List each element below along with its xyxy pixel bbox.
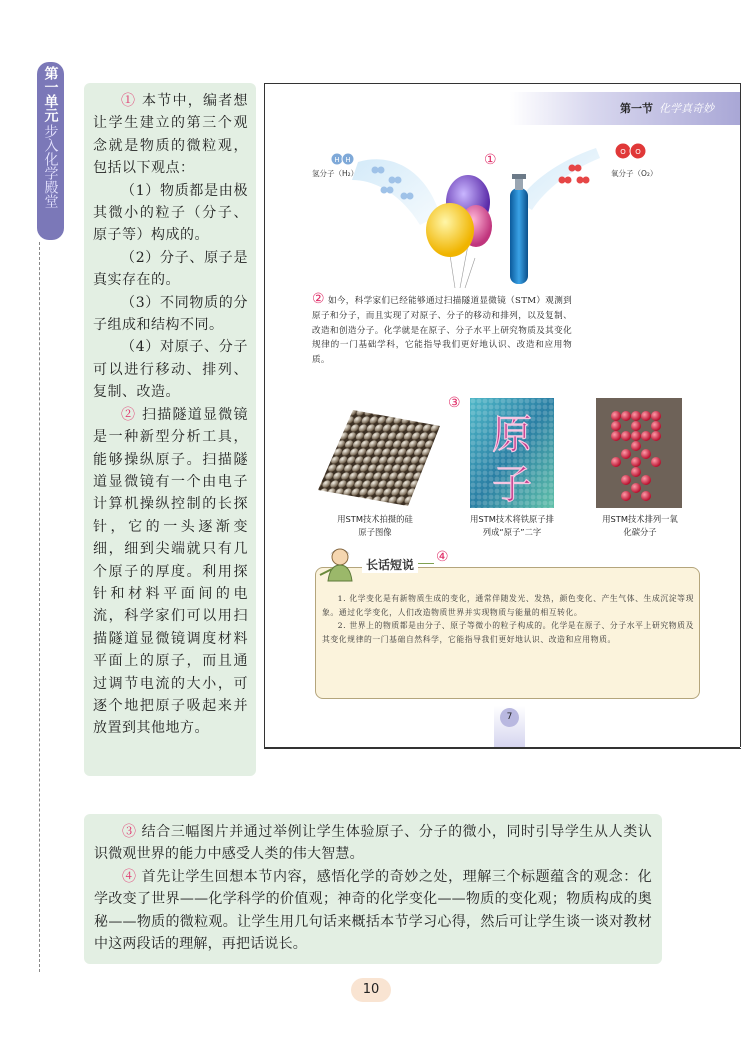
summary-paragraph: 2. 世界上的物质都是由分子、原子等微小的粒子构成的。化学是在原子、分子水平上研究物质及其变化规律的一门基础自然科学，它能指导我们更好地认识、改造和应用物质。 [322, 621, 694, 645]
section-title: 化学真奇妙 [659, 102, 714, 115]
page-edge [740, 83, 741, 747]
note-paragraph: ④ 首先让学生回想本节内容，感悟化学的奇妙之处，理解三个标题蕴含的观念：化学改变了世界——化学科学的价值观；神奇的化学变化——物质的变化观；物质构成的奥秘——物质的微粒观。让学生用几句话来概括本节学习心得，然后可让学生谈一谈对教材中这两段话的理解，再把话说长。 [94, 868, 652, 953]
svg-text:子: 子 [492, 462, 532, 508]
note-paragraph: （3）不同物质的分子组成和结构不同。 [93, 294, 248, 334]
section-header [620, 100, 714, 116]
caption-silicon: 用STM技术拍摄的硅原子图像 [337, 514, 413, 537]
teacher-notes-left [84, 83, 256, 776]
summary-text [322, 592, 694, 647]
summary-title: 长话短说 [362, 556, 418, 573]
svg-text:H: H [334, 156, 340, 164]
margin-dashed-line [39, 242, 40, 972]
marker-1: ① [484, 152, 497, 168]
balloons-icon [426, 175, 492, 288]
oxygen-label: 氧分子（O₂） [611, 169, 658, 178]
marker-4: ④ [436, 549, 449, 565]
molecule-illustration [300, 140, 710, 290]
note-paragraph: ① 本节中，编者想让学生建立的第三个观念就是物质的微粒观，包括以下观点： [93, 93, 249, 177]
note-paragraph: （4）对原子、分子可以进行移动、排列、复制、改造。 [93, 339, 248, 401]
teacher-notes-bottom [84, 814, 662, 964]
circled-marker: ② [121, 406, 137, 423]
stm-paragraph [312, 292, 572, 368]
zoom-beam-left [352, 159, 440, 225]
silicon-atoms-image [318, 408, 440, 508]
oxygen-molecule-icon [615, 143, 646, 159]
caption-co: 用STM技术排列一氧化碳分子 [602, 514, 678, 537]
note-paragraph: ③ 结合三幅图片并通过举例让学生体验原子、分子的微小，同时引导学生从人类认识微观世界的能力中感受人类的伟大智慧。 [94, 824, 652, 863]
hydrogen-molecule-icon [331, 153, 354, 165]
circled-marker: ① [121, 93, 137, 109]
hydrogen-label: 氢分子（H₂） [312, 169, 359, 178]
circled-marker: ③ [122, 824, 137, 840]
gas-cylinder-icon [510, 174, 528, 284]
title-rule [418, 563, 434, 564]
textbook-page-number: 7 [500, 708, 519, 727]
stm-paragraph-text: 如今，科学家们已经能够通过扫描隧道显微镜（STM）观测到原子和分子，而且实现了对原子、分子的移动和排列，以及复制、改造和创造分子。化学就是在原子、分子水平上研究物质及其变化规律的一门基础学科，它能指导我们更好地认识、改造和应用物质。 [312, 296, 572, 366]
note-paragraph: （1）物质都是由极其微小的粒子（分子、原子等）构成的。 [93, 182, 248, 244]
section-number: 第一节 [620, 102, 653, 115]
unit-label: 第一单元 [42, 66, 59, 122]
summary-paragraph: 1. 化学变化是有新物质生成的变化，通常伴随发光、发热，颜色变化、产生气体、生成沉淀等现象。通过化学变化，人们改造物质世界并实现物质与能量的相互转化。 [322, 594, 694, 617]
marker-3: ③ [448, 395, 461, 411]
unit-title: 步入化学殿堂 [42, 124, 59, 208]
iron-atoms-word-image [470, 398, 554, 508]
page-bottom-edge [264, 747, 740, 748]
note-paragraph: ② 扫描隧道显微镜是一种新型分析工具，能够操纵原子。扫描隧道显微镜有一个由电子计算机操纵控制的长探针，它的一头逐渐变细，细到尖端就只有几个原子的厚度。利用探针和材料平面间的电流，科学家们可以用扫描隧道显微镜调度材料平面上的原子，而且通过调节电流的大小，可逐个地把原子吸起来并放置到其他地方。 [93, 406, 249, 737]
svg-text:O: O [620, 148, 626, 156]
svg-text:原: 原 [492, 412, 532, 458]
scholar-figure-icon [318, 545, 362, 583]
caption-iron: 用STM技术将铁原子排列成“原子”二字 [470, 514, 554, 537]
note-paragraph: （2）分子、原子是真实存在的。 [93, 249, 248, 289]
circled-marker: ④ [122, 868, 137, 885]
page-number: 10 [351, 978, 391, 1002]
marker-2: ② [312, 291, 325, 307]
svg-text:O: O [635, 148, 641, 156]
unit-side-tab [37, 62, 64, 240]
co-molecules-image [596, 398, 682, 508]
svg-text:H: H [345, 156, 351, 164]
